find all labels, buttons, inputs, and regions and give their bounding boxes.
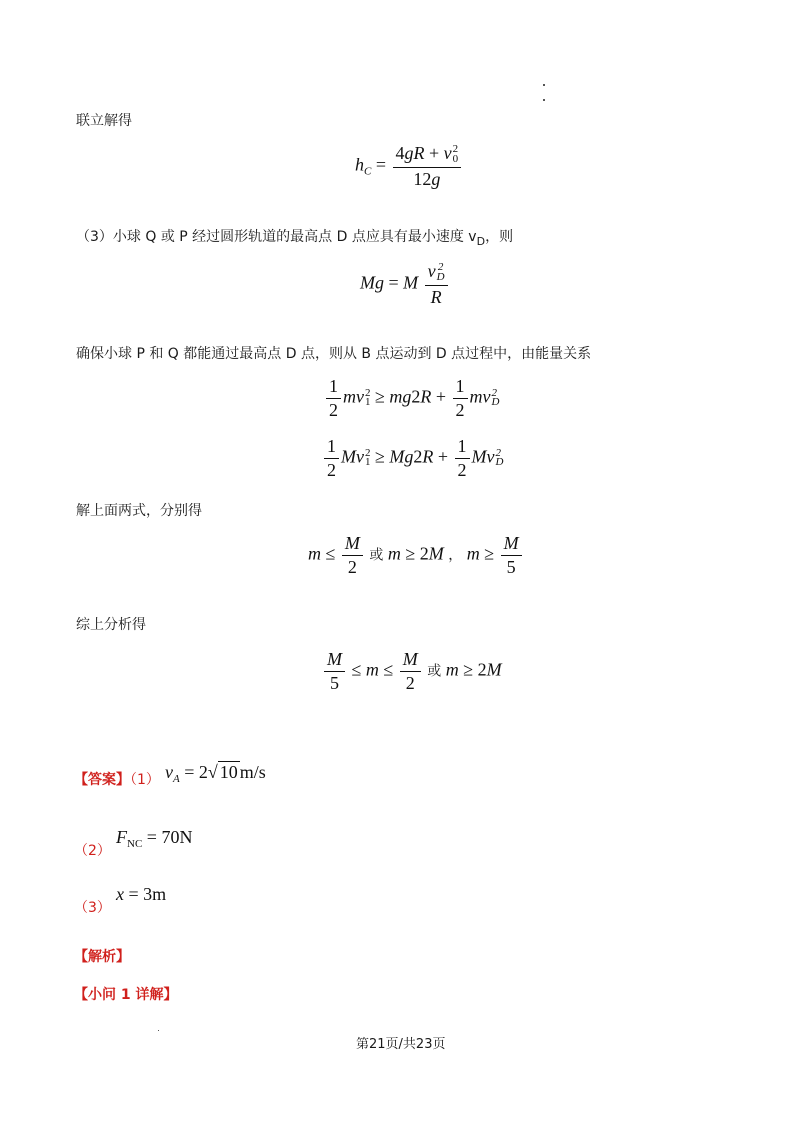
answer-expr-3: x = 3m <box>116 884 167 904</box>
formula-energy-M: $\frac{1}{2}$ Mv 2 1 ≥ Mg2R + $\frac{1}{2}$ Mv 2 D <box>322 437 503 480</box>
text-q3-intro: （3）小球 Q 或 P 经过圆形轨道的最高点 D 点应具有最小速度 $v_D$，则 <box>76 229 514 248</box>
decor-dot <box>158 1030 159 1031</box>
text-solve-two: 解上面两式，分别得 <box>76 503 202 519</box>
decor-dot <box>543 99 545 101</box>
answer-num-3: （3） <box>74 900 111 916</box>
formula-hc: $h_C$ = 4gR + v 2 0 12g <box>355 144 463 189</box>
analysis-sub-label: 【小问 1 详解】 <box>74 987 178 1003</box>
answer-label: 【答案】 <box>74 772 130 788</box>
analysis-label: 【解析】 <box>74 949 130 965</box>
formula-energy-m: $\frac{1}{2}$ mv 2 1 ≥ mg2R + $\frac{1}{2}$ mv 2 D <box>324 377 500 420</box>
answer-line-1 <box>74 762 266 791</box>
text-ensure: 确保小球 P 和 Q 都能通过最高点 D 点，则从 B 点运动到 D 点过程中，由能量关系 <box>76 346 592 362</box>
answer-num-2: （2） <box>74 843 111 859</box>
decor-dot <box>543 84 545 86</box>
answer-line-3 <box>74 884 167 916</box>
formula-results: m ≤ $\frac{M}{2}$ 或 m ≥ 2M ， m ≥ $\frac{M}{5}$ <box>308 534 524 577</box>
formula-min-speed: Mg = M v 2 D R <box>360 262 450 307</box>
answer-num-1: （1） <box>130 772 160 788</box>
formula-final: $\frac{M}{5}$ ≤ m ≤ $\frac{M}{2}$ 或 m ≥ 2M <box>322 650 502 693</box>
answer-line-2 <box>74 827 193 859</box>
answer-expr-2: $F_{NC} = 70N$ <box>116 827 193 850</box>
answer-expr-1: $v_A = 2√$ 10 m/s <box>165 762 266 785</box>
text-joint-solve: 联立解得 <box>76 113 132 129</box>
text-conclude: 综上分析得 <box>76 617 146 633</box>
page-footer: 第21页/共23页 <box>356 1037 446 1052</box>
